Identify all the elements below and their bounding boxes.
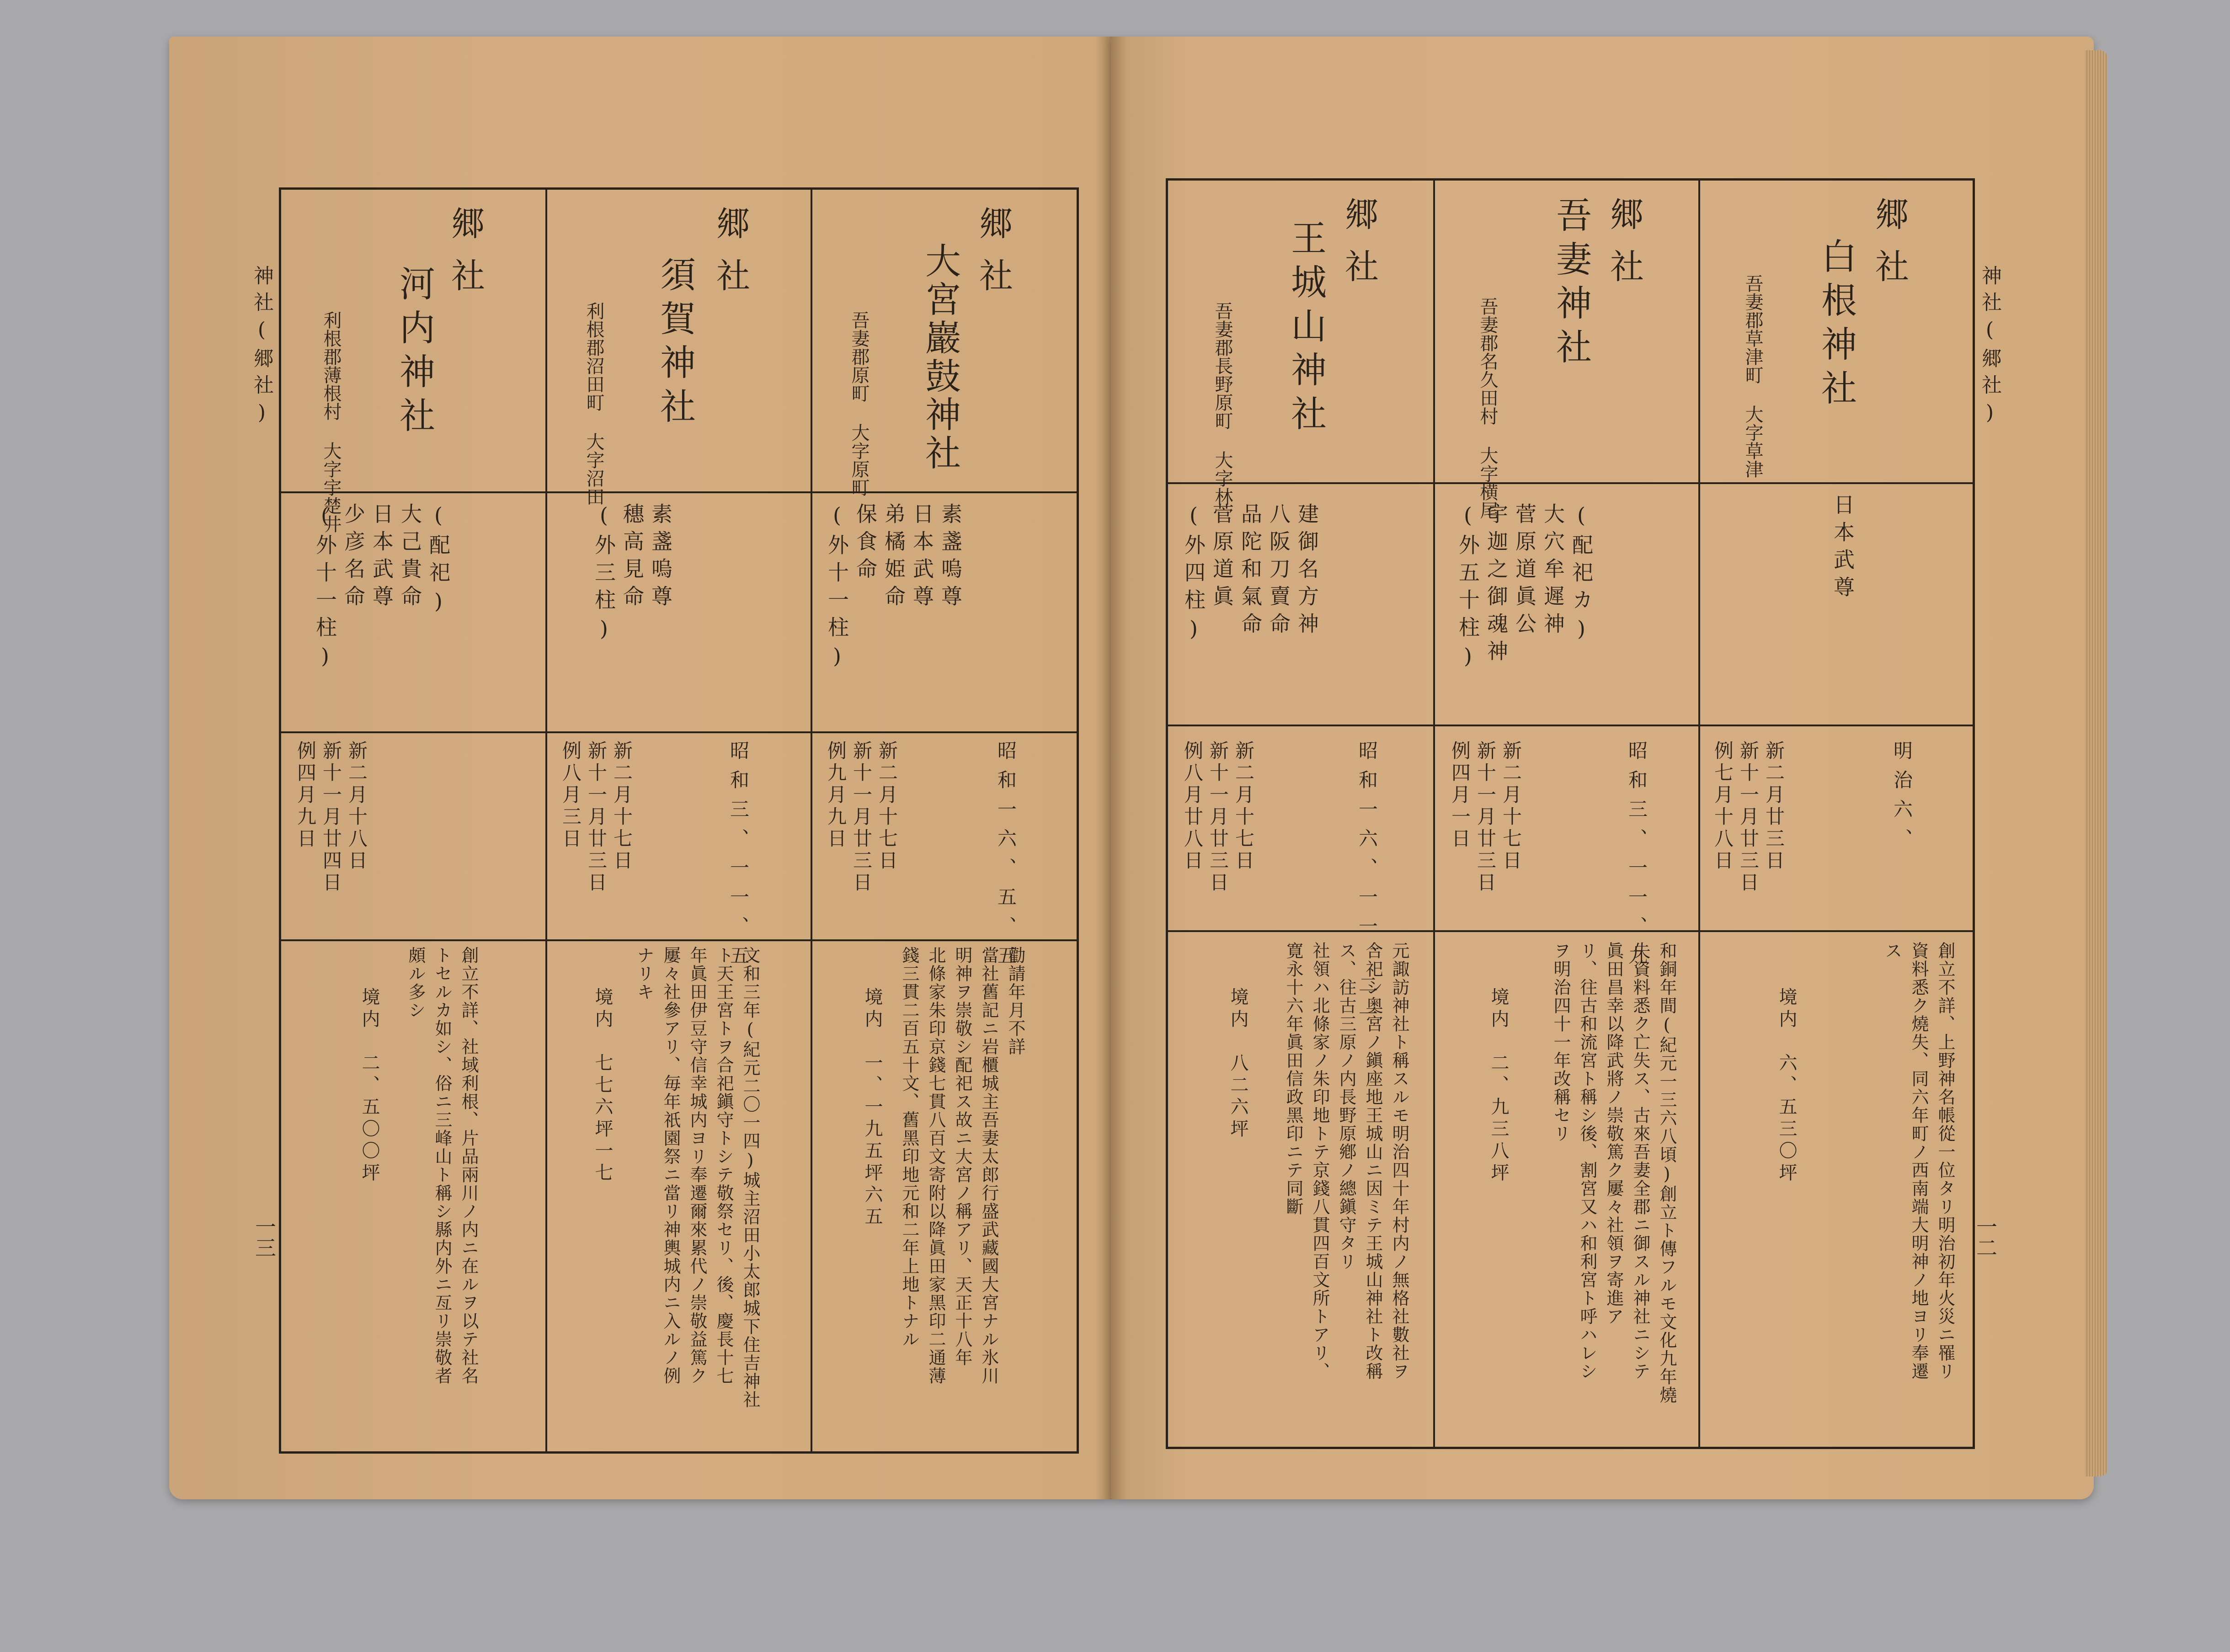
festival-dates: 新二月廿三日 新十一月廿三日 例七月十八日 [1712, 741, 1785, 894]
shrine-name: 大宮巖鼓神社 [919, 242, 960, 473]
shrine-name: 王城山神社 [1285, 219, 1326, 439]
designation-date: 昭和三、一一、五 [727, 741, 750, 975]
shrine-address: 利根郡沼田町 大字沼田 [583, 302, 604, 506]
enshrined-deities: 素盞嗚尊 穗高見命 (外三柱) [592, 503, 673, 647]
enshrined-deities: 日本武尊 [1830, 494, 1855, 603]
shrine-address: 吾妻郡草津町 大字草津 [1742, 274, 1763, 478]
designation-date: 明治六、 [1891, 741, 1913, 858]
book-gutter [1095, 37, 1127, 1499]
precinct-area: 境内 一、一九五坪六五 [862, 987, 883, 1229]
shrine-history: 文和三年(紀元二〇一四)城主沼田小太郎城下住吉神社 ト天王宮トヲ合祀鎭守トシテ敬祭セリ、後、慶長十七 年眞田伊豆守信幸城内ヨリ奉遷爾來累代ノ崇敬益篤ク 屢々社參アリ、毎年祇園祭ニ當リ神輿城内ニ入ルノ例 ナリキ [634, 946, 760, 1409]
shrine-name: 白根神社 [1815, 238, 1857, 413]
shrine-type: 郷社 [711, 206, 750, 310]
row-divider [1168, 930, 1973, 932]
enshrined-deities: 素盞嗚尊 日本武尊 弟橘姫命 保食命 (外十一柱) [825, 503, 963, 675]
shrine-address: 吾妻郡原町 大字原町 [848, 311, 870, 496]
shrine-type: 郷社 [446, 206, 485, 310]
shrine-address: 利根郡薄根村 大字宇楚井 [320, 311, 341, 533]
page-edges [2085, 50, 2107, 1476]
column-divider [1698, 181, 1700, 1447]
shrine-address: 吾妻郡長野原町 大字林 [1212, 302, 1233, 506]
designation-date: 昭和三、一一、九 [1626, 741, 1648, 975]
right-page-number: 一二 [1973, 1216, 1998, 1258]
row-divider [281, 939, 1077, 941]
shrine-type: 郷社 [1605, 197, 1644, 301]
designation-date: 昭和一六、五、五 [995, 741, 1017, 975]
column-divider [545, 190, 547, 1451]
enshrined-deities: (配祀) 大己貴命 日本武尊 少彦名命 (外十一柱) [313, 503, 451, 675]
shrine-history: 創立不詳、社域利根、片品兩川ノ内ニ在ルヲ以テ社名 トセルカ如シ、俗ニ三峰山ト稱シ縣内外ニ亙リ崇敬者 頗ル多シ [405, 946, 479, 1385]
shrine-history: 元諏訪神社ト稱スルモ明治四十年村内ノ無格社數社ヲ 合祀シ奥宮ノ鎭座地王城山ニ因ミテ王城山神社ト改稱 ス、往古三原ノ内長野原鄕ノ總鎭守タリ 社領ハ北條家ノ朱印地トテ京錢八貫四百文所トアリ、 寛永十六年眞田信政黑印ニテ同斷 [1283, 942, 1409, 1380]
row-divider [281, 491, 1077, 493]
shrine-name: 須賀神社 [654, 256, 695, 432]
precinct-area: 境内 七七六坪一七 [592, 987, 613, 1185]
column-divider [811, 190, 812, 1451]
row-divider [1168, 725, 1973, 726]
shrine-history: 創立不詳、上野神名帳從一位タリ明治初年火災ニ罹リ 資料悉ク燒失、同六年町ノ西南端大明神ノ地ヨリ奉遷 ス [1882, 942, 1955, 1380]
row-divider [1168, 482, 1973, 484]
shrine-type: 郷社 [1339, 197, 1379, 301]
left-page-number: 一三 [252, 1216, 277, 1258]
festival-dates: 新二月十七日 新十一月廿三日 例九月九日 [825, 741, 898, 894]
designation-date: 昭和一六、一一、二一 [1356, 741, 1378, 1033]
column-divider [1433, 181, 1435, 1447]
shrine-type: 郷社 [1870, 197, 1909, 301]
festival-dates: 新二月十七日 新十一月廿三日 例八月三日 [560, 741, 633, 894]
festival-dates: 新二月十八日 新十一月廿四日 例四月九日 [294, 741, 368, 894]
precinct-area: 境内 二、九三八坪 [1488, 987, 1509, 1185]
precinct-area: 境内 八二六坪 [1227, 987, 1248, 1141]
left-running-head: 神社(郷社) [250, 265, 273, 431]
shrine-history: 勸請年月不詳 當社舊記ニ岩櫃城主吾妻太郎行盛武藏國大宮ナル氷川 明神ヲ崇敬シ配祀ス故ニ大宮ノ稱アリ、天正十八年 北條家朱印京錢七貫八百文寄附以降眞田家黑印二通薄 錢三貫二百五十文、舊黑印地元和二年上地トナル [899, 946, 1025, 1385]
shrine-history: 和銅年間(紀元一三六八頃)創立ト傳フルモ文化九年燒 失資料悉ク亡失ス、古來吾妻全郡ニ御スル神社ニシテ 眞田昌幸以降武將ノ崇敬篤ク屢々社領ヲ寄進ア リ、往古和流宮ト稱シ後、割宮又ハ和利宮ト呼ハレシ ヲ明治四十一年改稱セリ [1551, 942, 1677, 1404]
festival-dates: 新二月十七日 新十一月廿三日 例四月一日 [1449, 741, 1522, 894]
enshrined-deities: (配祀カ) 大穴牟遲神 菅原道眞公 宇迦之御魂神 (外五十柱) [1456, 503, 1594, 675]
enshrined-deities: 建御名方神 八阪刀賣命 品陀和氣命 菅原道眞 (外四柱) [1181, 503, 1319, 647]
shrine-address: 吾妻郡名久田村 大字横尾 [1477, 297, 1498, 519]
shrine-name: 吾妻神社 [1550, 197, 1591, 372]
festival-dates: 新二月十七日 新十一月廿三日 例八月廿八日 [1181, 741, 1255, 894]
shrine-type: 郷社 [974, 206, 1013, 310]
precinct-area: 境内 二、五〇〇坪 [359, 987, 380, 1185]
precinct-area: 境内 六、五三〇坪 [1776, 987, 1797, 1185]
right-running-head: 神社(郷社) [1978, 265, 2001, 431]
row-divider [281, 731, 1077, 733]
shrine-name: 河内神社 [394, 265, 435, 441]
